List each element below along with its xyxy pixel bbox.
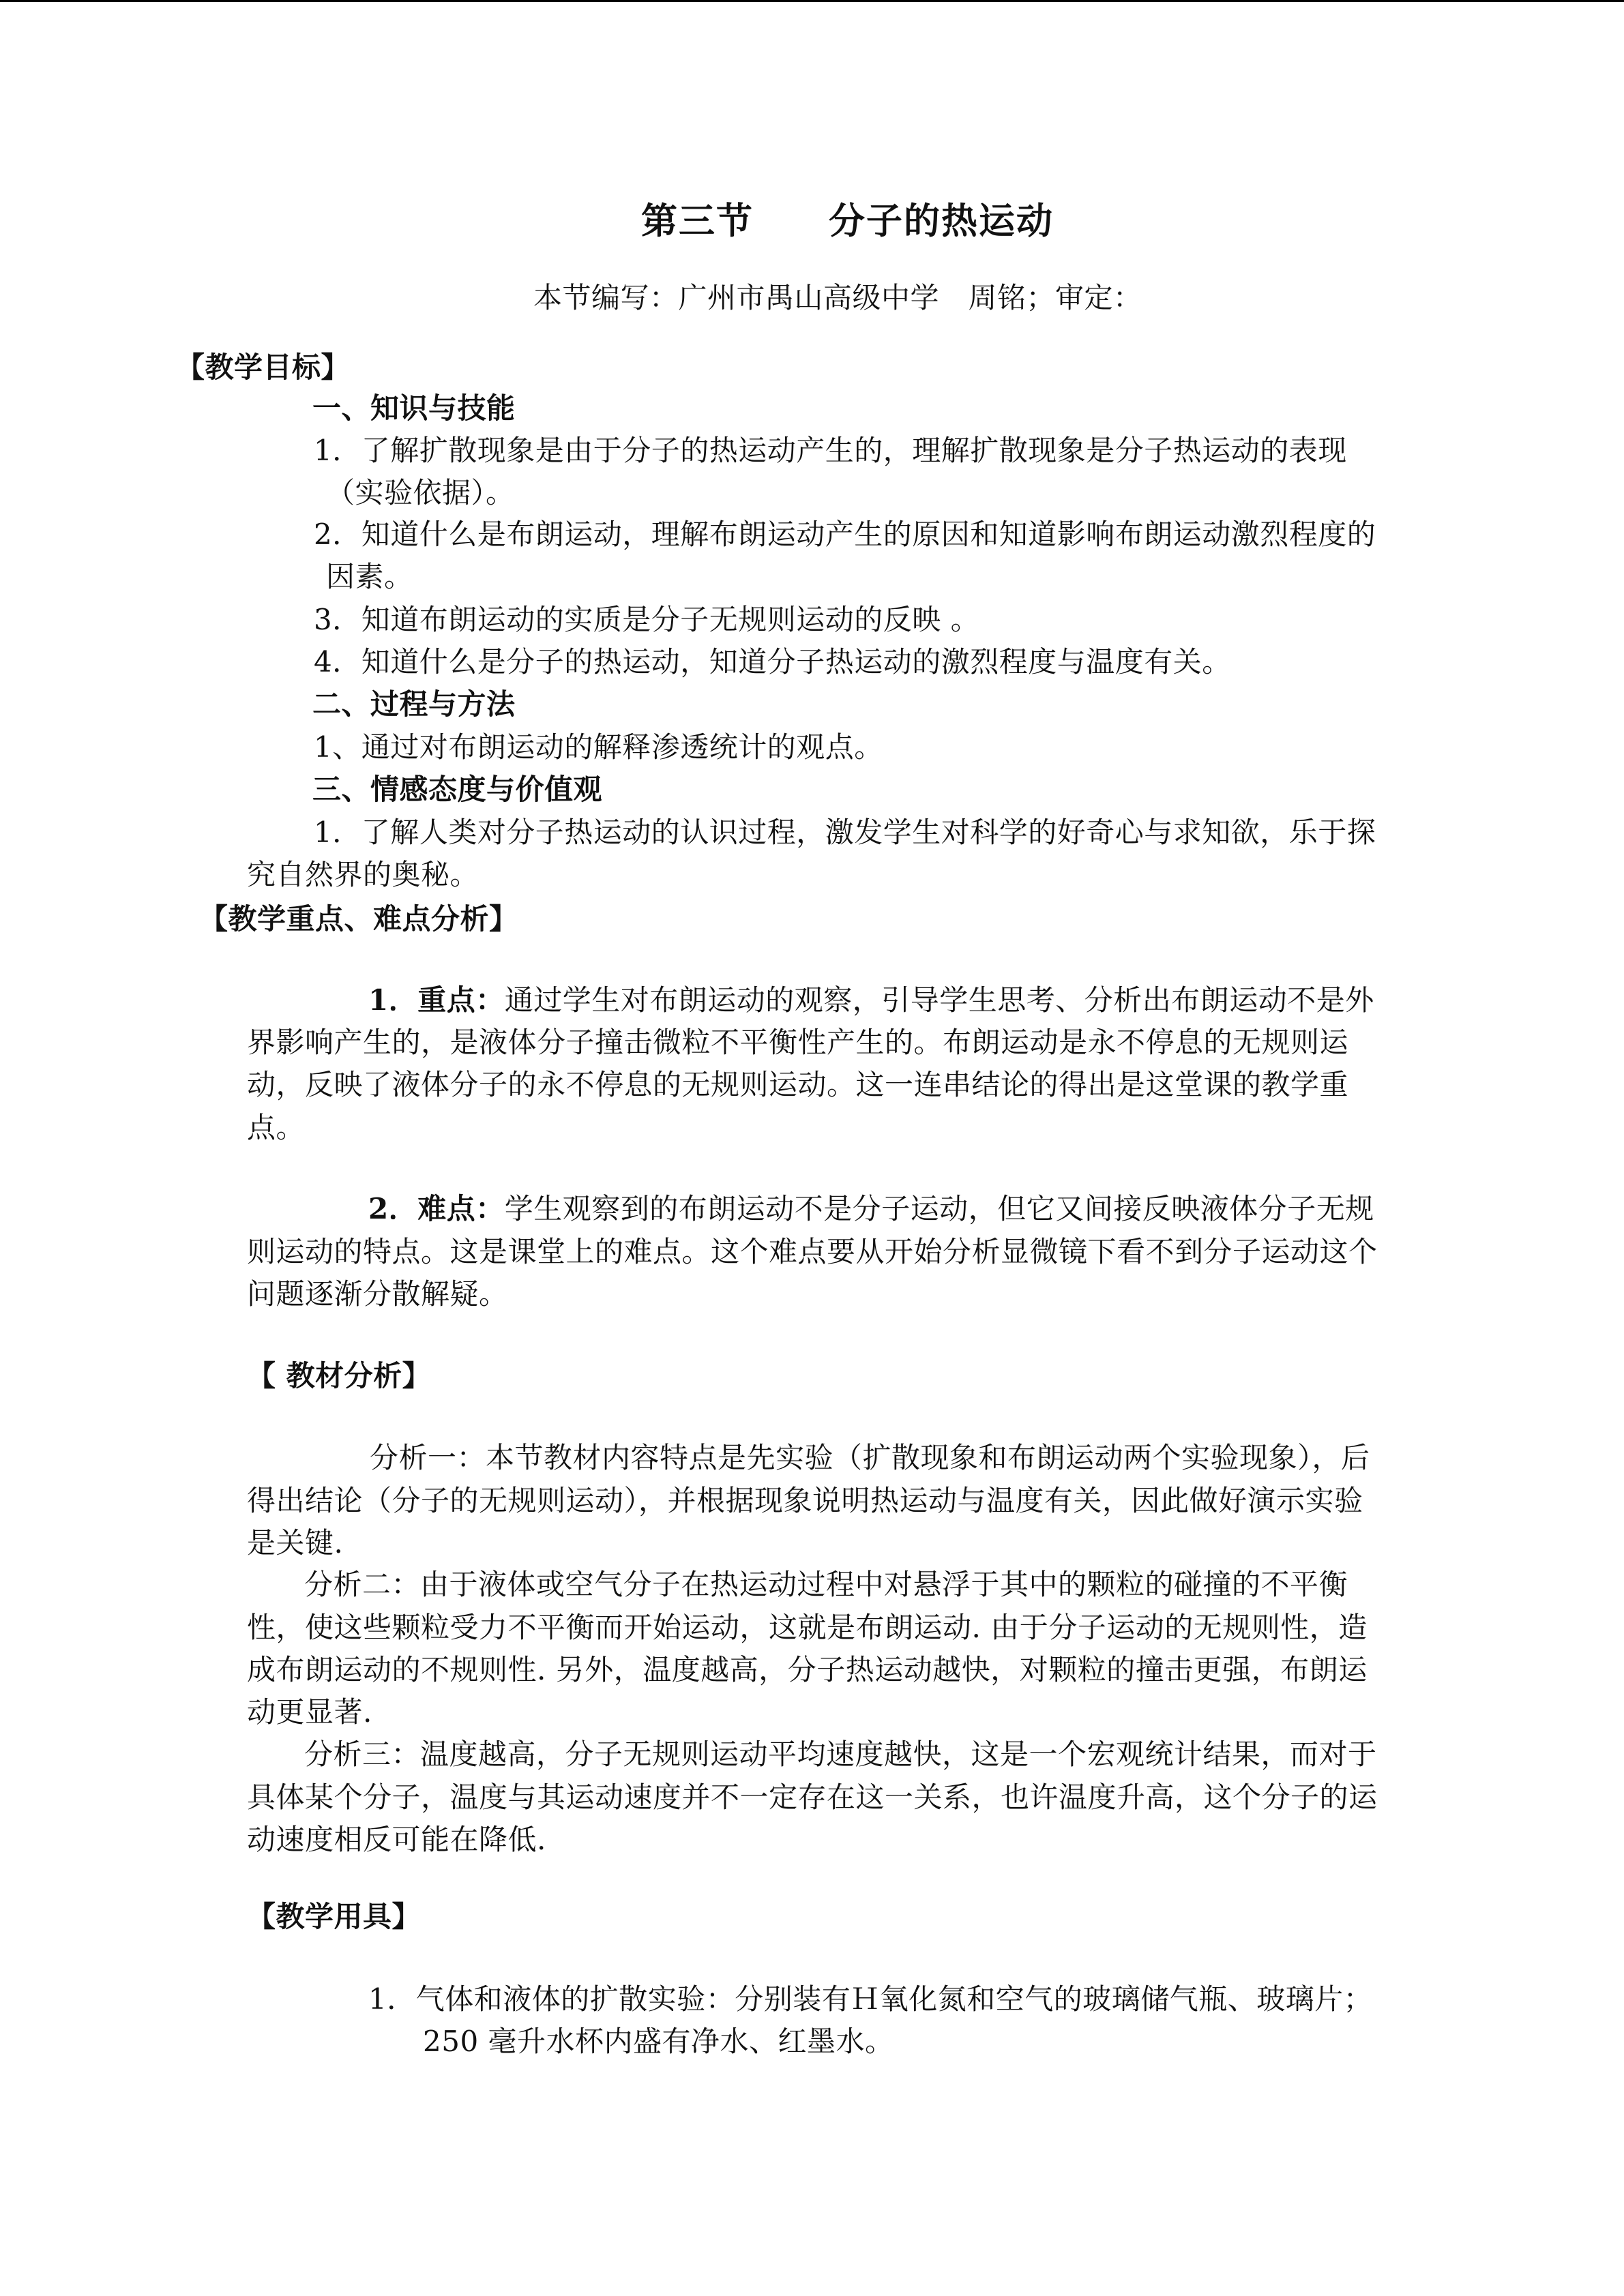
process-method-heading: 二、过程与方法 (312, 687, 516, 721)
objective-item-4: 4．知道什么是分子的热运动，知道分子热运动的激烈程度与温度有关。 (314, 645, 1231, 679)
objective-item-1-cont: （实验依据）。 (326, 476, 515, 509)
knowledge-skills-heading: 一、知识与技能 (312, 391, 516, 425)
difficult-point-line: 则运动的特点。这是课堂上的难点。这个难点要从开始分析显微镜下看不到分子运动这个 (247, 1235, 1378, 1268)
key-point-line: 点。 (247, 1111, 306, 1144)
key-points-heading: 【教学重点、难点分析】 (199, 902, 518, 936)
material-analysis-heading: 【 教材分析】 (247, 1359, 432, 1392)
difficult-point-para (368, 1192, 1374, 1225)
analysis-1-line: 分析一：本节教材内容特点是先实验（扩散现象和布朗运动两个实验现象），后 (370, 1441, 1370, 1474)
objective-item-3: 3．知道布朗运动的实质是分子无规则运动的反映 。 (314, 603, 980, 636)
page-top-border (0, 0, 1624, 2)
analysis-1-line: 是关键. (247, 1526, 344, 1560)
attitude-values-heading: 三、情感态度与价值观 (312, 773, 603, 806)
difficult-point-line: 问题逐渐分散解疑。 (247, 1277, 508, 1311)
objective-item-2: 2．知道什么是布朗运动，理解布朗运动产生的原因和知道影响布朗运动激烈程度的 (314, 518, 1376, 551)
analysis-3-line: 分析三：温度越高，分子无规则运动平均速度越快，这是一个宏观统计结果，而对于 (304, 1738, 1377, 1771)
analysis-2-line: 成布朗运动的不规则性. 另外，温度越高，分子热运动越快，对颗粒的撞击更强，布朗运 (247, 1653, 1368, 1686)
title-topic: 分子的热运动 (829, 200, 1054, 242)
teaching-tools-heading: 【教学用具】 (247, 1900, 422, 1933)
analysis-2-line: 性，使这些颗粒受力不平衡而开始运动，这就是布朗运动. 由于分子运动的无规则性，造 (247, 1611, 1368, 1644)
difficult-point-label: 2．难点： (368, 1192, 505, 1225)
tool-item-1-cont: 250 毫升水杯内盛有净水、红墨水。 (423, 2025, 894, 2058)
objective-item-1: 1．了解扩散现象是由于分子的热运动产生的，理解扩散现象是分子热运动的表现 (314, 434, 1347, 467)
analysis-3-line: 具体某个分子，温度与其运动速度并不一定存在这一关系，也许温度升高，这个分子的运 (247, 1780, 1378, 1814)
key-point-para-1 (368, 983, 1374, 1017)
objectives-heading: 【教学目标】 (176, 351, 351, 384)
attitude-item-1: 1．了解人类对分子热运动的认识过程，激发学生对科学的好奇心与求知欲，乐于探 (314, 816, 1376, 849)
title-section-number: 第三节 (641, 200, 754, 242)
difficult-point-line: 学生观察到的布朗运动不是分子运动，但它又间接反映液体分子无规 (504, 1192, 1374, 1225)
tool-item-1: 1．气体和液体的扩散实验：分别装有Ｈ氧化氮和空气的玻璃储气瓶、玻璃片； (368, 1982, 1373, 2016)
attitude-item-1-cont: 究自然界的奥秘。 (247, 858, 479, 891)
key-point-line: 动，反映了液体分子的永不停息的无规则运动。这一连串结论的得出是这堂课的教学重 (247, 1068, 1349, 1101)
analysis-2-line: 分析二：由于液体或空气分子在热运动过程中对悬浮于其中的颗粒的碰撞的不平衡 (304, 1568, 1348, 1601)
key-point-label: 1．重点： (368, 983, 505, 1017)
process-item-1: 1、通过对布朗运动的解释渗透统计的观点。 (314, 730, 883, 764)
analysis-1-line: 得出结论（分子的无规则运动），并根据现象说明热运动与温度有关，因此做好演示实验 (247, 1484, 1363, 1517)
analysis-2-line: 动更显著. (247, 1695, 372, 1729)
key-point-line: 通过学生对布朗运动的观察，引导学生思考、分析出布朗运动不是外 (504, 983, 1374, 1017)
key-point-line: 界影响产生的，是液体分子撞击微粒不平衡性产生的。布朗运动是永不停息的无规则运 (247, 1026, 1349, 1059)
objective-item-2-cont: 因素。 (326, 560, 413, 593)
page-title (641, 200, 1054, 242)
analysis-3-line: 动速度相反可能在降低. (247, 1823, 546, 1856)
author-line: 本节编写：广州市禺山高级中学 周铭；审定： (533, 281, 1142, 314)
